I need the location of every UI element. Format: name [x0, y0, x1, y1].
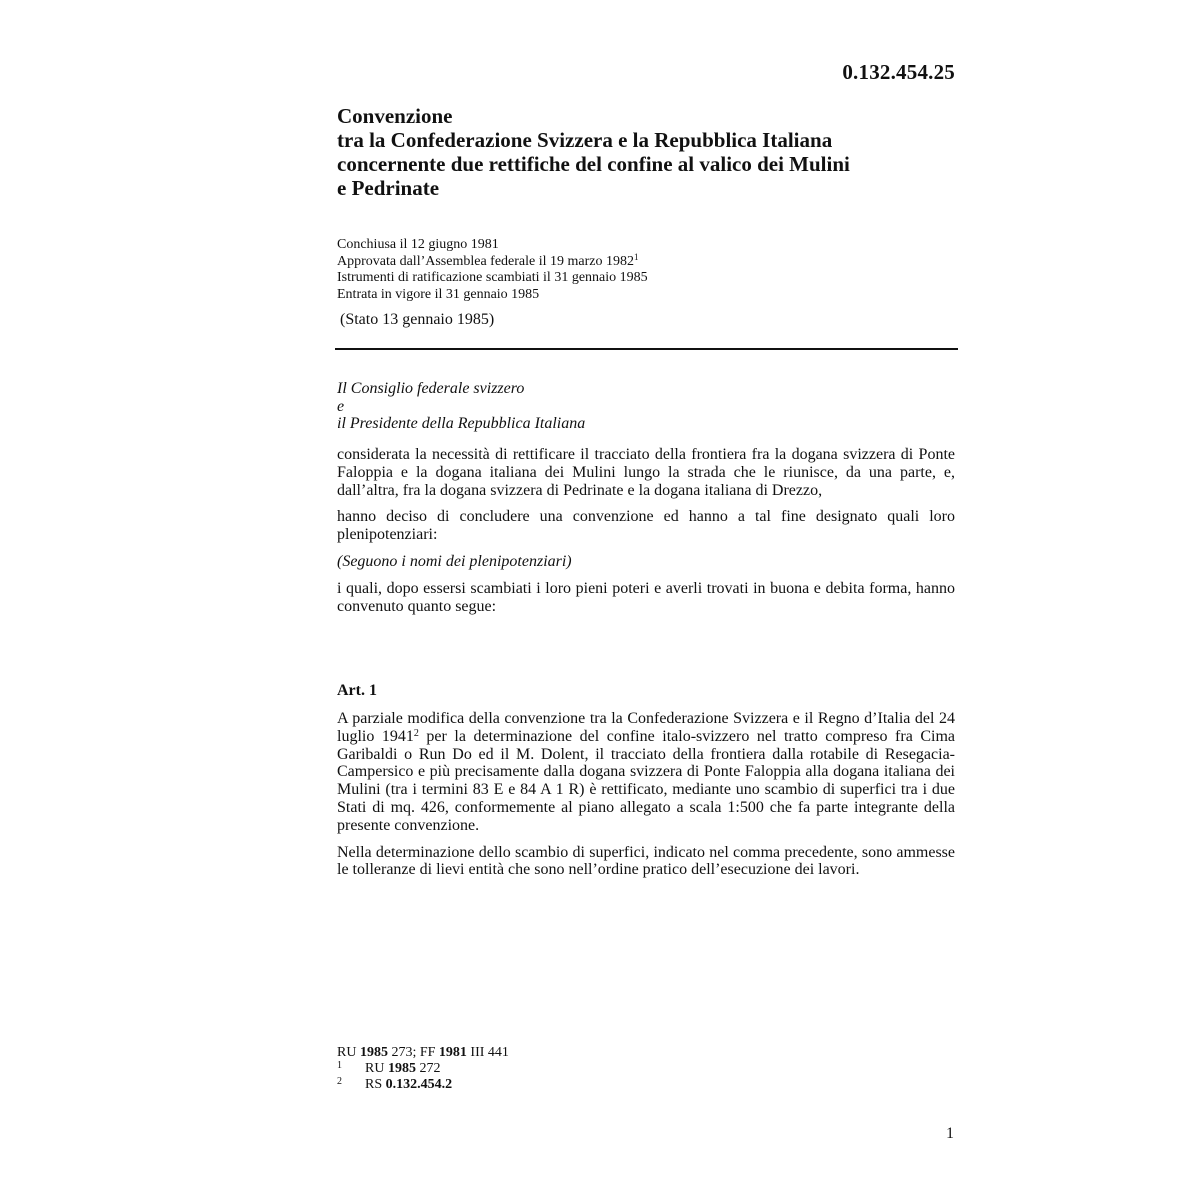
party-first: Il Consiglio federale svizzero	[337, 380, 525, 397]
article-heading: Art. 1	[337, 682, 377, 699]
contracting-parties	[337, 380, 955, 433]
footnote-text: RU 1985 272	[365, 1061, 441, 1076]
footnote-1	[337, 1061, 955, 1077]
title-line: tra la Confederazione Svizzera e la Repubblica Italiana	[337, 128, 833, 152]
status-date: (Stato 13 gennaio 1985)	[340, 311, 495, 328]
footnote-text: RS 0.132.454.2	[365, 1077, 453, 1092]
footnote-number: 2	[337, 1076, 342, 1087]
document-title	[337, 104, 955, 200]
preamble-agreed: i quali, dopo essersi scambiati i loro pieni poteri e averli trovati in buona e debita forma, hanno convenuto quanto segue:	[337, 579, 955, 615]
footnote-2	[337, 1077, 955, 1093]
preamble-decided: hanno deciso di concludere una convenzione ed hanno a tal fine designato quali loro plenipotenziari:	[337, 508, 955, 544]
official-reference: RU 1985 273; FF 1981 III 441	[337, 1045, 509, 1060]
preamble	[337, 446, 955, 615]
divider-rule	[335, 348, 958, 350]
title-line: Convenzione	[337, 104, 453, 128]
preamble-considering: considerata la necessità di rettificare il tracciato della frontiera fra la dogana svizzera di Ponte Faloppia e la dogana italiana dei Mulini lungo la strada che le riunisce, da una parte, e, dall’altra, fra la dogana svizzera di Pedrinate e la dogana italiana di Drezzo,	[337, 446, 955, 499]
article-body	[337, 710, 955, 879]
article-paragraph: A parziale modifica della convenzione tra la Confederazione Svizzera e il Regno d’Italia del 24 luglio 1941$^2$ per la determinazione del confine italo-svizzero nel tratto compreso fra Cima Garibaldi o Run Do ed il M. Dolent, il tracciato della frontiera dalla rotabile di Resegacia-Campersico e più precisamente dalla dogana svizzera di Ponte Faloppia alla dogana italiana dei Mulini (tra i termini 83 E e 84 A 1 R) è rettificato, mediante uno scambio di superfici tra i due Stati di mq. 426, conformemente al piano allegato a scala 1:500 che fa parte integrante della presente convenzione.	[337, 710, 956, 834]
title-line: e Pedrinate	[337, 176, 440, 200]
page-number: 1	[946, 1125, 954, 1142]
party-second: il Presidente della Repubblica Italiana	[337, 415, 586, 432]
sr-number: 0.132.454.25	[842, 60, 955, 84]
title-line: concernente due rettifiche del confine al valico dei Mulini	[337, 152, 850, 176]
ratification-date: Istrumenti di ratificazione scambiati il 31 gennaio 1985	[337, 270, 648, 285]
in-force-date: Entrata in vigore il 31 gennaio 1985	[337, 286, 540, 302]
document-metadata	[337, 237, 955, 303]
plenipotentiaries-note: (Seguono i nomi dei plenipotenziari)	[337, 552, 572, 570]
approved-date: Approvata dall’Assemblea federale il 19 marzo 1982$^1$	[337, 251, 639, 269]
concluded-date: Conchiusa il 12 giugno 1981	[337, 237, 499, 252]
article-paragraph: Nella determinazione dello scambio di superfici, indicato nel comma precedente, sono ammesse le tolleranze di lievi entità che sono nell’ordine pratico dell’esecuzione dei lavori.	[337, 843, 955, 879]
footnotes	[337, 1045, 955, 1093]
party-conjunction: e	[337, 397, 345, 415]
footnote-marker: 2	[413, 727, 419, 739]
footnote-number: 1	[337, 1060, 342, 1071]
footnote-marker: 1	[634, 251, 639, 262]
